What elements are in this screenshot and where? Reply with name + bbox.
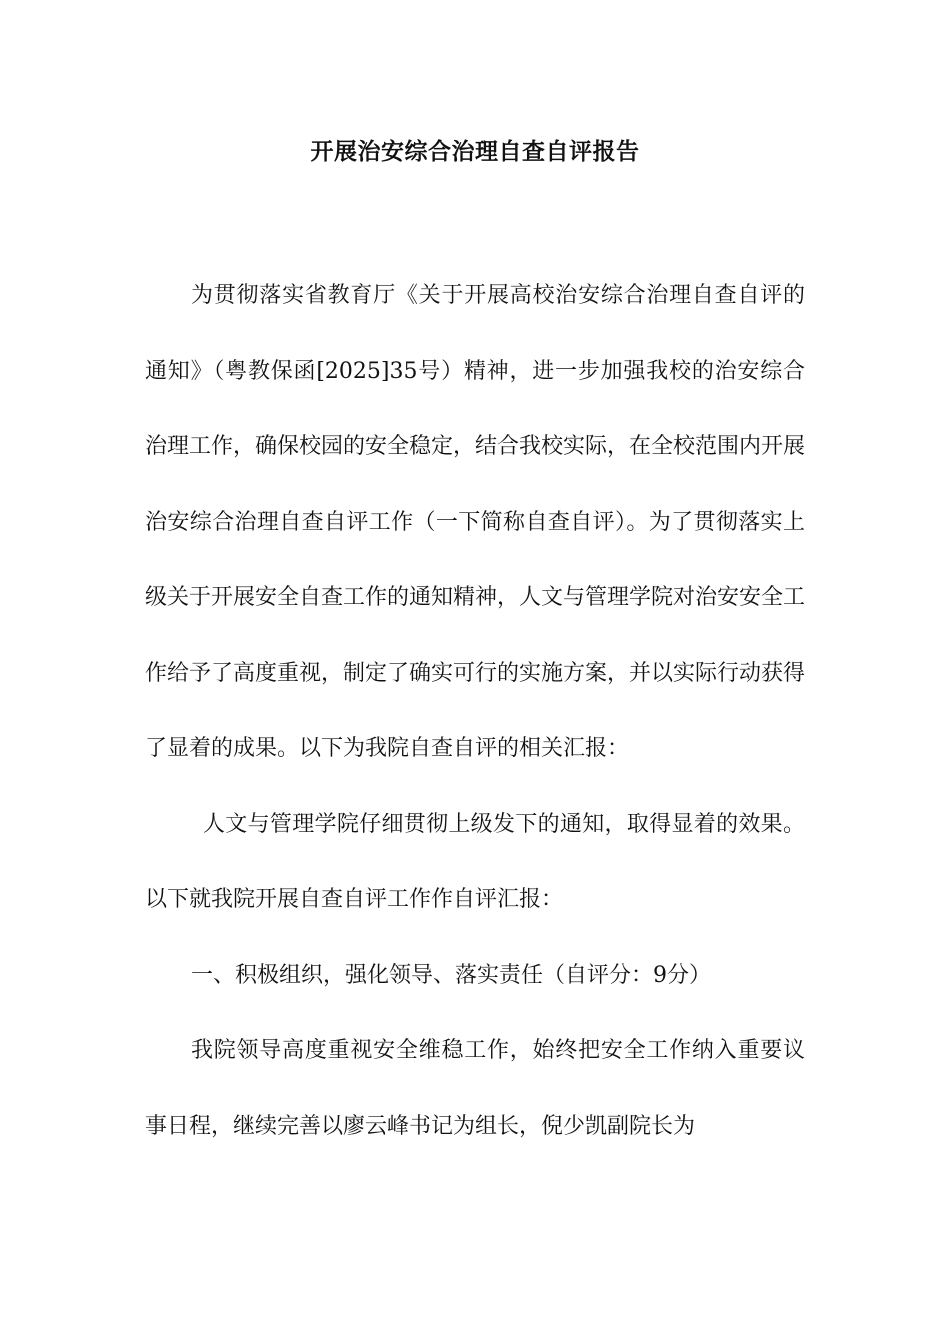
document-title: 开展治安综合治理自查自评报告 — [310, 139, 640, 165]
paragraph-summary: 人文与管理学院仔细贯彻上级发下的通知，取得显着的效果。以下就我院开展自查自评工作作自评汇报： — [145, 811, 805, 912]
paragraph-intro: 为贯彻落实省教育厅《关于开展高校治安综合治理自查自评的通知》（粤教保函[2025]35号）精神，进一步加强我校的治安综合治理工作，确保校园的安全稳定，结合我校实际，在全校范围内开展治安综合治理自查自评工作（一下简称自查自评）。为了贯彻落实上级关于开展安全自查工作的通知精神，人文与管理学院对治安安全工作给予了高度重视，制定了确实可行的实施方案，并以实际行动获得了显着的成果。以下为我院自查自评的相关汇报： — [145, 283, 806, 761]
section-heading-1: 一、积极组织，强化领导、落实责任（自评分：9分） — [191, 962, 711, 988]
document-body — [145, 258, 805, 1164]
paragraph-section-1: 我院领导高度重视安全维稳工作，始终把安全工作纳入重要议事日程，继续完善以廖云峰书记为组长，倪少凯副院长为 — [145, 1038, 805, 1139]
